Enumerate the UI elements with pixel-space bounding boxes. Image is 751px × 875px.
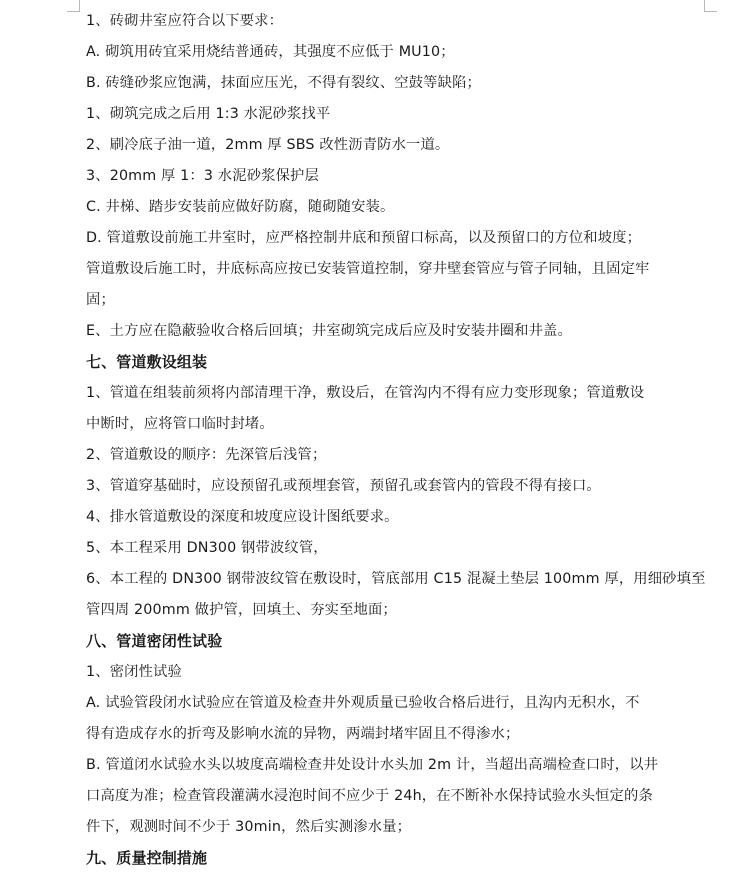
section-heading: 七、管道敷设组装 <box>86 353 208 371</box>
section-heading: 九、质量控制措施 <box>86 849 208 867</box>
paragraph-line: 得有造成存水的折弯及影响水流的异物，两端封堵牢固且不得渗水； <box>86 726 520 742</box>
paragraph-line: C. 井梯、踏步安装前应做好防腐，随砌随安装。 <box>86 199 395 215</box>
paragraph-line: 2、管道敷设的顺序：先深管后浅管； <box>86 447 327 463</box>
paragraph-line: A. 试验管段闭水试验应在管道及检查井外观质量已验收合格后进行，且沟内无积水，不 <box>86 695 640 711</box>
paragraph-line: B. 砖缝砂浆应饱满，抹面应压光，不得有裂纹、空鼓等缺陷； <box>86 75 481 91</box>
paragraph-line: B. 管道闭水试验水头以坡度高端检查井处设计水头加 2m 计，当超出高端检查口时，以井 <box>86 757 659 773</box>
paragraph-line: 1、砌筑完成之后用 1:3 水泥砂浆找平 <box>86 106 331 122</box>
paragraph-line: 2、刷冷底子油一道，2mm 厚 SBS 改性沥青防水一道。 <box>86 137 450 153</box>
paragraph-line: 6、本工程的 DN300 钢带波纹管在敷设时，管底部用 C15 混凝土垫层 100mm 厚，用细砂填至 <box>86 571 706 587</box>
paragraph-line: 件下，观测时间不少于 30min，然后实测渗水量； <box>86 819 412 835</box>
section-heading: 八、管道密闭性试验 <box>86 632 223 650</box>
paragraph-line: 中断时，应将管口临时封堵。 <box>86 416 274 432</box>
document-body <box>86 6 708 874</box>
paragraph-line: 5、本工程采用 DN300 钢带波纹管， <box>86 540 328 556</box>
paragraph-line: D. 管道敷设前施工井室时，应严格控制井底和预留口标高，以及预留口的方位和坡度； <box>86 230 642 246</box>
page-corner-mark-left <box>67 0 80 12</box>
paragraph-line: 固； <box>86 292 115 308</box>
paragraph-line: 管四周 200mm 做护管，回填土、夯实至地面； <box>86 602 397 618</box>
paragraph-line: 口高度为准；检查管段灌满水浸泡时间不应少于 24h，在不断补水保持试验水头恒定的条 <box>86 788 653 804</box>
paragraph-line: 3、管道穿基础时，应设预留孔或预埋套管，预留孔或套管内的管段不得有接口。 <box>86 478 601 494</box>
paragraph-line: A. 砌筑用砖宜采用烧结普通砖，其强度不应低于 MU10； <box>86 44 455 60</box>
paragraph-line: 管道敷设后施工时，井底标高应按已安装管道控制，穿井壁套管应与管子同轴，且固定牢 <box>86 261 650 277</box>
paragraph-line: 3、20mm 厚 1：3 水泥砂浆保护层 <box>86 168 319 184</box>
paragraph-line: 4、排水管道敷设的深度和坡度应设计图纸要求。 <box>86 509 399 525</box>
paragraph-line: 1、砖砌井室应符合以下要求： <box>86 13 284 29</box>
paragraph-line: 1、密闭性试验 <box>86 664 182 680</box>
paragraph-line: 1、管道在组装前须将内部清理干净，敷设后，在管沟内不得有应力变形现象；管道敷设 <box>86 385 645 401</box>
paragraph-line: E、土方应在隐蔽验收合格后回填；井室砌筑完成后应及时安装井圈和井盖。 <box>86 323 572 339</box>
